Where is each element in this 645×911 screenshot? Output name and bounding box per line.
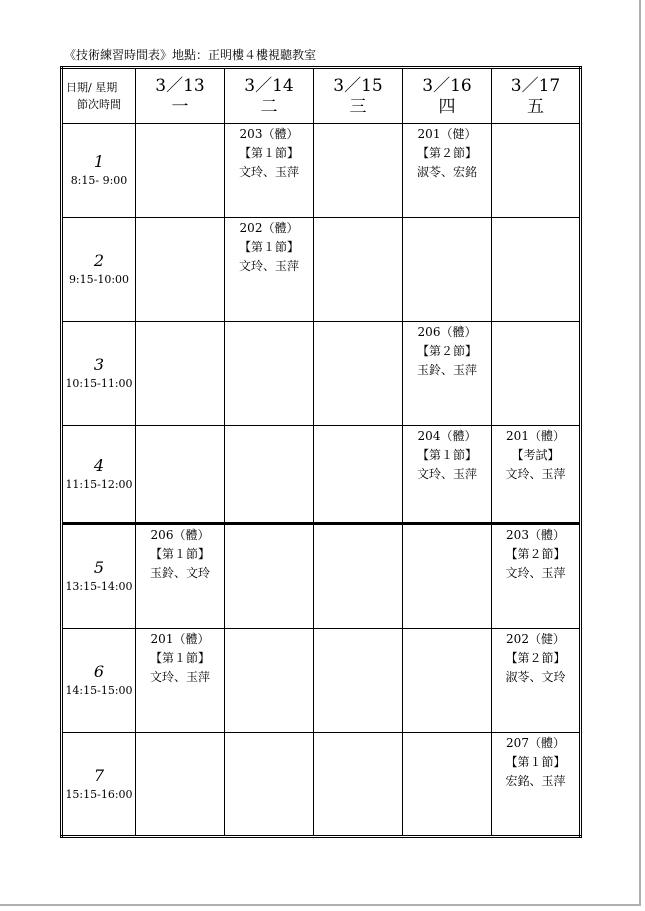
period-label — [62, 733, 136, 837]
period-label — [62, 524, 136, 629]
teachers: 淑苓、宏銘 — [416, 165, 477, 179]
page-title: 《技術練習時間表》地點：正明樓４樓視聽教室 — [64, 48, 317, 62]
slot-p4-fri — [492, 426, 581, 524]
slot-p2-fri — [492, 218, 581, 322]
day-header-thu — [403, 68, 492, 124]
slot-p7-mon — [136, 733, 225, 837]
day-weekday: 四 — [438, 97, 456, 117]
slot-p2-thu — [403, 218, 492, 322]
slot-p6-mon — [136, 629, 225, 733]
period-row-3 — [62, 322, 581, 426]
day-header-tue — [225, 68, 314, 124]
session-label: 【第１節】 — [505, 755, 566, 769]
period-time: 10:15-11:00 — [65, 377, 133, 390]
slot-p5-tue — [225, 524, 314, 629]
slot-p4-mon — [136, 426, 225, 524]
class-name: 206（體） — [150, 528, 210, 542]
session-label: 【第１節】 — [149, 547, 210, 561]
class-name: 206（體） — [417, 325, 477, 339]
slot-p6-tue — [225, 629, 314, 733]
day-date: 3／17 — [510, 76, 561, 96]
teachers: 文玲、玉萍 — [505, 566, 566, 580]
class-name: 207（體） — [506, 736, 565, 750]
period-time: 14:15-15:00 — [65, 684, 133, 697]
slot-p3-wed — [314, 322, 403, 426]
period-label — [62, 629, 136, 733]
slot-p6-fri — [492, 629, 581, 733]
session-label: 【第２節】 — [416, 146, 477, 160]
slot-p3-thu — [403, 322, 492, 426]
slot-p4-wed — [314, 426, 403, 524]
session-label: 【第１節】 — [416, 448, 477, 462]
slot-p5-thu — [403, 524, 492, 629]
slot-p3-fri — [492, 322, 581, 426]
day-header-mon — [136, 68, 225, 124]
slot-p2-mon — [136, 218, 225, 322]
period-row-2 — [62, 218, 581, 322]
class-name: 203（體） — [506, 528, 565, 542]
day-header-wed — [314, 68, 403, 124]
slot-p4-tue — [225, 426, 314, 524]
day-weekday: 三 — [349, 97, 367, 117]
period-time: 11:15-12:00 — [65, 477, 133, 491]
session-label: 【第１節】 — [238, 240, 299, 254]
period-number: 7 — [93, 765, 105, 785]
class-name: 202（健） — [506, 632, 565, 646]
teachers: 文玲、玉萍 — [238, 165, 299, 179]
class-name: 202（體） — [239, 221, 299, 235]
period-label — [62, 124, 136, 218]
slot-p4-thu — [403, 426, 492, 524]
period-time: 9:15-10:00 — [68, 273, 130, 286]
period-time: 8:15- 9:00 — [70, 174, 128, 187]
period-row-4 — [62, 426, 581, 524]
period-row-6 — [62, 629, 581, 733]
session-label: 【第２節】 — [505, 547, 566, 561]
teachers: 玉鈴、文玲 — [149, 566, 210, 580]
slot-p5-wed — [314, 524, 403, 629]
period-label — [62, 322, 136, 426]
slot-p2-tue — [225, 218, 314, 322]
teachers: 文玲、玉萍 — [238, 259, 299, 273]
period-row-1 — [62, 124, 581, 218]
teachers: 文玲、玉萍 — [505, 467, 566, 481]
slot-p3-tue — [225, 322, 314, 426]
slot-p7-fri — [492, 733, 581, 837]
session-label: 【第２節】 — [505, 651, 566, 665]
slot-p7-thu — [403, 733, 492, 837]
class-name: 201（體） — [506, 429, 565, 443]
slot-p1-tue — [225, 124, 314, 218]
period-row-5 — [62, 524, 581, 629]
period-number: 1 — [93, 152, 105, 171]
period-label — [62, 218, 136, 322]
period-time: 13:15-14:00 — [65, 580, 133, 593]
period-number: 3 — [93, 355, 105, 374]
class-name: 201（體） — [150, 632, 210, 646]
teachers: 玉鈴、玉萍 — [416, 363, 477, 377]
teachers: 文玲、玉萍 — [149, 670, 210, 684]
teachers: 宏銘、玉萍 — [505, 774, 566, 788]
slot-p7-tue — [225, 733, 314, 837]
day-weekday: 一 — [171, 97, 189, 117]
period-row-7 — [62, 733, 581, 837]
class-name: 201（健） — [417, 127, 477, 141]
period-label — [62, 426, 136, 524]
period-number: 5 — [93, 558, 105, 577]
slot-p2-wed — [314, 218, 403, 322]
session-label: 【第１節】 — [238, 146, 299, 160]
period-number: 2 — [93, 251, 105, 270]
session-label: 【考試】 — [511, 448, 560, 462]
slot-p6-wed — [314, 629, 403, 733]
session-label: 【第１節】 — [149, 651, 210, 665]
session-label: 【第２節】 — [416, 344, 477, 358]
header-row — [62, 68, 581, 124]
day-weekday: 二 — [260, 97, 278, 117]
period-time: 15:15-16:00 — [65, 787, 133, 801]
slot-p7-wed — [314, 733, 403, 837]
day-date: 3／13 — [155, 76, 205, 96]
period-number: 4 — [93, 455, 105, 475]
slot-p1-fri — [492, 124, 581, 218]
class-name: 204（體） — [417, 429, 477, 443]
teachers: 文玲、玉萍 — [416, 467, 477, 481]
day-weekday: 五 — [527, 97, 544, 117]
period-number: 6 — [93, 662, 105, 681]
slot-p5-mon — [136, 524, 225, 629]
day-date: 3／16 — [422, 76, 472, 96]
schedule-table — [60, 66, 582, 838]
corner-period-label: 節次時間 — [77, 98, 121, 111]
slot-p5-fri — [492, 524, 581, 629]
corner-header — [62, 68, 136, 124]
slot-p3-mon — [136, 322, 225, 426]
corner-date-label: 日期/ 星期 — [66, 81, 118, 94]
teachers: 淑苓、文玲 — [505, 670, 566, 684]
class-name: 203（體） — [239, 127, 299, 141]
slot-p1-wed — [314, 124, 403, 218]
day-date: 3／14 — [244, 76, 294, 96]
slot-p6-thu — [403, 629, 492, 733]
slot-p1-mon — [136, 124, 225, 218]
day-header-fri — [492, 68, 581, 124]
slot-p1-thu — [403, 124, 492, 218]
day-date: 3／15 — [333, 76, 383, 96]
